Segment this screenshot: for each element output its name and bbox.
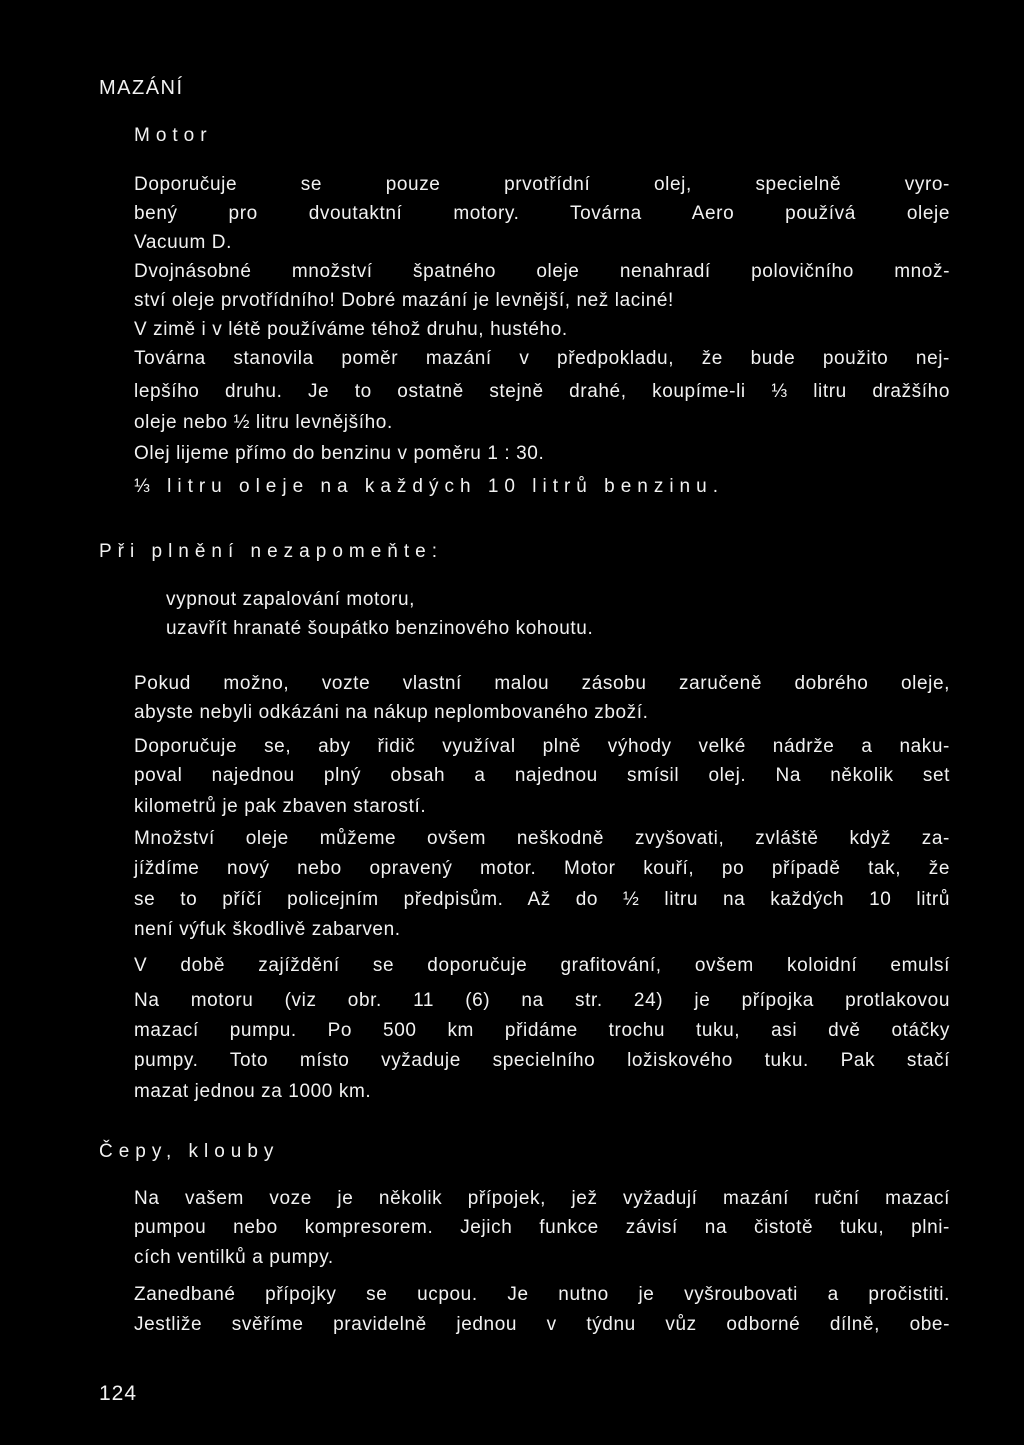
motor-text-line: V zimě i v létě používáme téhož druhu, hustého.	[134, 319, 568, 340]
filling-item: vypnout zapalování motoru,	[166, 589, 416, 610]
motor-text-line: bený pro dvoutaktní motory. Továrna Aero používá oleje	[134, 203, 950, 224]
body-text-line: jíždíme nový nebo opravený motor. Motor kouří, po případě tak, že	[134, 858, 950, 879]
motor-text-line: Továrna stanovila poměr mazání v předpokladu, že bude použito nej-	[134, 348, 950, 369]
motor-text-line: Dvojnásobné množství špatného oleje nenahradí polovičního množ-	[134, 261, 950, 282]
joints-text-line: Na vašem voze je několik přípojek, jež vyžadují mazání ruční mazací	[134, 1188, 950, 1209]
motor-text-line: ství oleje prvotřídního! Dobré mazání je levnější, než laciné!	[134, 290, 674, 311]
body-text-line: Pokud možno, vozte vlastní malou zásobu zaručeně dobrého oleje,	[134, 673, 950, 694]
motor-text-line: oleje nebo ½ litru levnějšího.	[134, 412, 393, 433]
joints-text-line: cích ventilků a pumpy.	[134, 1247, 334, 1268]
body-text-line: Množství oleje můžeme ovšem neškodně zvyšovati, zvláště když za-	[134, 828, 950, 849]
body-text-line: mazat jednou za 1000 km.	[134, 1081, 372, 1102]
joints-text-line: Zanedbané přípojky se ucpou. Je nutno je vyšroubovati a pročistiti.	[134, 1284, 950, 1305]
joints-text-line: pumpou nebo kompresorem. Jejich funkce závisí na čistotě tuku, plni-	[134, 1217, 950, 1238]
body-text-line: se to příčí policejním předpisům. Až do ½ litru na každých 10 litrů	[134, 889, 950, 910]
joints-text-line: Jestliže svěříme pravidelně jednou v týdnu vůz odborné dílně, obe-	[134, 1314, 950, 1335]
subsection-title-motor: Motor	[134, 125, 213, 146]
filling-item: uzavřít hranaté šoupátko benzinového kohoutu.	[166, 618, 594, 639]
page-number: 124	[99, 1382, 138, 1405]
motor-text-line: Doporučuje se pouze prvotřídní olej, specielně vyro-	[134, 174, 950, 195]
section-title: MAZÁNÍ	[99, 77, 184, 99]
body-text-line: abyste nebyli odkázáni na nákup neplombovaného zboží.	[134, 702, 649, 723]
body-text-line: pumpy. Toto místo vyžaduje specielního ložiskového tuku. Pak stačí	[134, 1050, 950, 1071]
motor-text-line: lepšího druhu. Je to ostatně stejně drahé, koupíme-li ⅓ litru dražšího	[134, 381, 950, 402]
body-text-line: není výfuk škodlivě zabarven.	[134, 919, 401, 940]
body-text-line: Na motoru (viz obr. 11 (6) na str. 24) je přípojka protlakovou	[134, 990, 950, 1011]
body-text-line: kilometrů je pak zbaven starostí.	[134, 796, 427, 817]
body-text-line: poval najednou plný obsah a najednou smísil olej. Na několik set	[134, 765, 950, 786]
body-text-line: Doporučuje se, aby řidič využíval plně výhody velké nádrže a naku-	[134, 736, 950, 757]
filling-heading: Při plnění nezapomeňte:	[99, 541, 443, 562]
body-text-line: V době zajíždění se doporučuje grafitování, ovšem koloidní emulsí	[134, 955, 950, 976]
motor-text-line: Vacuum D.	[134, 232, 232, 253]
subsection-title-joints: Čepy, klouby	[99, 1141, 280, 1162]
motor-text-line: Olej lijeme přímo do benzinu v poměru 1 : 30.	[134, 443, 545, 464]
body-text-line: mazací pumpu. Po 500 km přidáme trochu tuku, asi dvě otáčky	[134, 1020, 950, 1041]
motor-emphasis-line: ⅓ litru oleje na každých 10 litrů benzinu.	[134, 476, 724, 497]
